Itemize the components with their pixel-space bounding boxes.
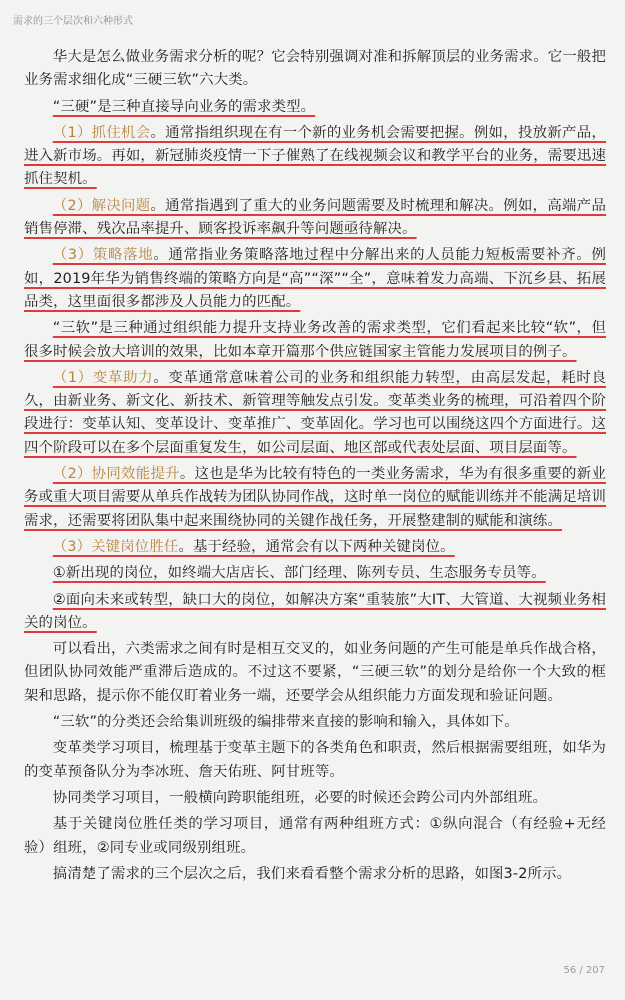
underlined-text (24, 125, 606, 188)
paragraph-highlighted (24, 589, 606, 636)
paragraph-text: 。通常指遇到了重大的业务问题需要及时梳理和解决。例如，高端产品销售停滞、残次品率提升、顾客投诉率飙升等问题亟待解决。 (24, 197, 606, 238)
paragraph: 变革类学习项目，梳理基于变革主题下的各类角色和职责，然后根据需要组班，如华为的变革预备队分为李冰班、詹天佑班、阿甘班等。 (24, 740, 606, 780)
page-indicator: 56 / 207 (563, 965, 605, 976)
underlined-text: “三硬”是三种直接导向业务的需求类型。 (52, 98, 316, 115)
paragraph: 搞清楚了需求的三个层次之后，我们来看看整个需求分析的思路，如图3-2所示。 (52, 865, 572, 882)
paragraph: “三软”的分类还会给集训班级的编排带来直接的影响和输入，具体如下。 (52, 714, 519, 731)
keyword-label: （2）解决问题 (52, 197, 151, 214)
paragraph-highlighted (24, 96, 606, 119)
document-header-title: 需求的三个层次和六种形式 (13, 16, 133, 27)
paragraph-text: 。变革通常意味着公司的业务和组织能力转型，由高层发起，耗时良久，由新业务、新文化、新技术、新管理等触发点引发。变革类业务的梳理，可沿着四个阶段进行：变革认知、变革设计、变革推广、变革固化。学习也可以围绕这四个方面进行。这四个阶段可以在多个层面重复发生，如公司层面、地区部或代表处层面、项目层面等。 (24, 369, 606, 456)
paragraph: 可以看出，六类需求之间有时是相互交叉的，如业务问题的产生可能是单兵作战合格，但团队协同效能严重滞后造成的。不过这不要紧，“三硬三软”的划分是给你一个大致的框架和思路，提示你不能仅盯着业务一端，还要学会从组织能力方面发现和验证问题。 (24, 641, 606, 704)
paragraph-text: 。通常指组织现在有一个新的业务机会需要把握。例如，投放新产品，进入新市场。再如，新冠肺炎疫情一下子催熟了在线视频会议和教学平台的业务，需要迅速抓住契机。 (24, 124, 606, 188)
paragraph: 华大是怎么做业务需求分析的呢？它会特别强调对准和拆解顶层的业务需求。它一般把业务需求细化成“三硬三软”六大类。 (24, 49, 606, 89)
underlined-text (24, 370, 606, 456)
underlined-text (53, 539, 455, 555)
paragraph-highlighted (24, 463, 606, 533)
keyword-label: （2）协同效能提升 (52, 466, 180, 483)
document-body (24, 46, 606, 889)
underlined-text: ①新出现的岗位，如终端大店店长、部门经理、陈列专员、生态服务专员等。 (52, 565, 546, 582)
underlined-text (24, 198, 606, 237)
paragraph-highlighted (24, 317, 606, 364)
underlined-text (24, 247, 606, 310)
paragraph-highlighted (24, 122, 606, 192)
paragraph-highlighted (24, 562, 606, 585)
paragraph: 协同类学习项目，一般横向跨职能组班，必要的时候还会跨公司内外部组班。 (52, 789, 548, 806)
paragraph-text: 。通常指业务策略落地过程中分解出来的人员能力短板需要补齐。例如，2019年华为销售终端的策略方向是“高”“深”“全”，意味着发力高端、下沉乡县、拓展品类，这里面很多都涉及人员能力的匹配。 (24, 247, 606, 310)
underlined-text: “三软”是三种通过组织能力提升支持业务改善的需求类型，它们看起来比较“软”，但很多时候会放大培训的效果，比如本章开篇那个供应链国家主管能力发展项目的例子。 (24, 320, 606, 360)
keyword-label: （3）关键岗位胜任 (52, 538, 179, 555)
paragraph-highlighted (24, 367, 606, 460)
paragraph-text: 。这也是华为比较有特色的一类业务需求，华为有很多重要的新业务或重大项目需要从单兵作战转为团队协同作战，这时单一岗位的赋能训练并不能满足培训需求，还需要将团队集中起来围绕协同的关键作战任务，开展整建制的赋能和演练。 (24, 466, 606, 529)
keyword-label: （3）策略落地 (52, 247, 154, 264)
keyword-label: （1）抓住机会 (52, 124, 151, 141)
paragraph-highlighted (24, 195, 606, 242)
paragraph: 基于关键岗位胜任类的学习项目，通常有两种组班方式：①纵向混合（有经验+无经验）组班，②同专业或同级别组班。 (24, 816, 606, 856)
paragraph-highlighted (24, 244, 606, 314)
paragraph-highlighted (24, 536, 606, 559)
paragraph-text: 。基于经验，通常会有以下两种关键岗位。 (178, 538, 455, 555)
underlined-text (24, 466, 606, 529)
keyword-label: （1）变革助力 (52, 369, 154, 386)
underlined-text: ②面向未来或转型，缺口大的岗位，如解决方案“重装旅”大IT、大管道、大视频业务相关的岗位。 (24, 591, 606, 631)
